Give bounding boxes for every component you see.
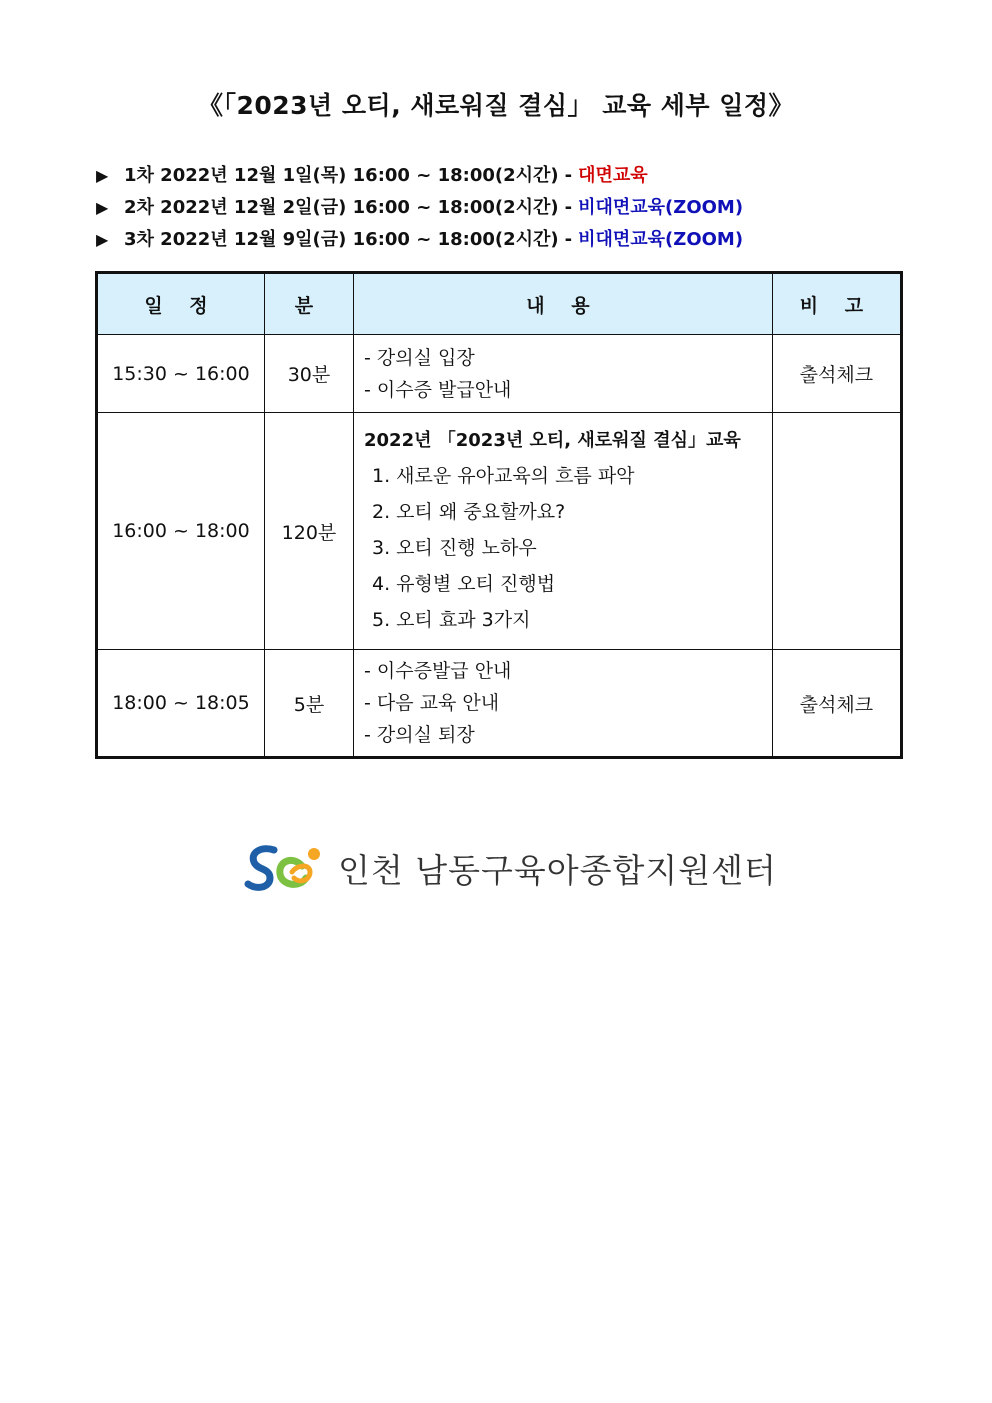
triangle-bullet-icon: ▶: [96, 198, 109, 217]
content-item: 2. 오티 왜 중요할까요?: [372, 501, 566, 523]
row-minutes: 120분: [264, 413, 353, 650]
content-item: 4. 유형별 오티 진행법: [372, 573, 556, 595]
content-item: - 다음 교육 안내: [364, 692, 500, 714]
session-separator: -: [564, 197, 573, 218]
center-logo-icon: [244, 842, 324, 894]
session-text: 2차 2022년 12월 2일(금) 16:00 ~ 18:00(2시간): [124, 197, 559, 218]
header-schedule: 일 정: [97, 273, 265, 335]
content-item: 1. 새로운 유아교육의 흐름 파악: [372, 465, 635, 487]
content-item: - 이수증발급 안내: [364, 660, 512, 682]
row-content: [354, 335, 773, 413]
center-name: 인천 남동구육아종합지원센터: [338, 850, 777, 890]
table-row: [97, 413, 902, 650]
row-note: 출석체크: [772, 335, 901, 413]
row-note: [772, 413, 901, 650]
session-item: [96, 160, 916, 192]
row-note: 출석체크: [772, 650, 901, 758]
header-content: 내 용: [354, 273, 773, 335]
footer-logo: [244, 842, 777, 894]
row-content: [354, 413, 773, 650]
content-item: - 강의실 입장: [364, 346, 475, 369]
content-item: 5. 오티 효과 3가지: [372, 609, 531, 631]
session-mode: 비대면교육(ZOOM): [578, 229, 744, 250]
content-item: 3. 오티 진행 노하우: [372, 537, 537, 559]
row-minutes: 5분: [264, 650, 353, 758]
header-minutes: 분: [264, 273, 353, 335]
content-item: - 강의실 퇴장: [364, 724, 475, 746]
row-time: 16:00 ~ 18:00: [97, 413, 265, 650]
document-title: 《「2023년 오티, 새로워질 결심」 교육 세부 일정》: [197, 91, 795, 120]
session-mode: 비대면교육(ZOOM): [578, 197, 744, 218]
triangle-bullet-icon: ▶: [96, 230, 109, 249]
session-separator: -: [564, 165, 573, 186]
session-item: [96, 192, 916, 224]
triangle-bullet-icon: ▶: [96, 166, 109, 185]
session-item: [96, 224, 916, 256]
table-row: [97, 650, 902, 758]
content-item: - 이수증 발급안내: [364, 378, 512, 401]
session-text: 1차 2022년 12월 1일(목) 16:00 ~ 18:00(2시간): [124, 165, 559, 186]
session-mode: 대면교육: [578, 165, 648, 186]
header-note: 비 고: [772, 273, 901, 335]
session-text: 3차 2022년 12월 9일(금) 16:00 ~ 18:00(2시간): [124, 229, 559, 250]
session-separator: -: [564, 229, 573, 250]
content-heading: 2022년 「2023년 오티, 새로워질 결심」교육: [364, 430, 741, 451]
schedule-table: [95, 271, 903, 759]
row-time: 15:30 ~ 16:00: [97, 335, 265, 413]
session-list: [96, 160, 916, 256]
table-header-row: [97, 273, 902, 335]
row-content: [354, 650, 773, 758]
table-row: [97, 335, 902, 413]
row-time: 18:00 ~ 18:05: [97, 650, 265, 758]
row-minutes: 30분: [264, 335, 353, 413]
